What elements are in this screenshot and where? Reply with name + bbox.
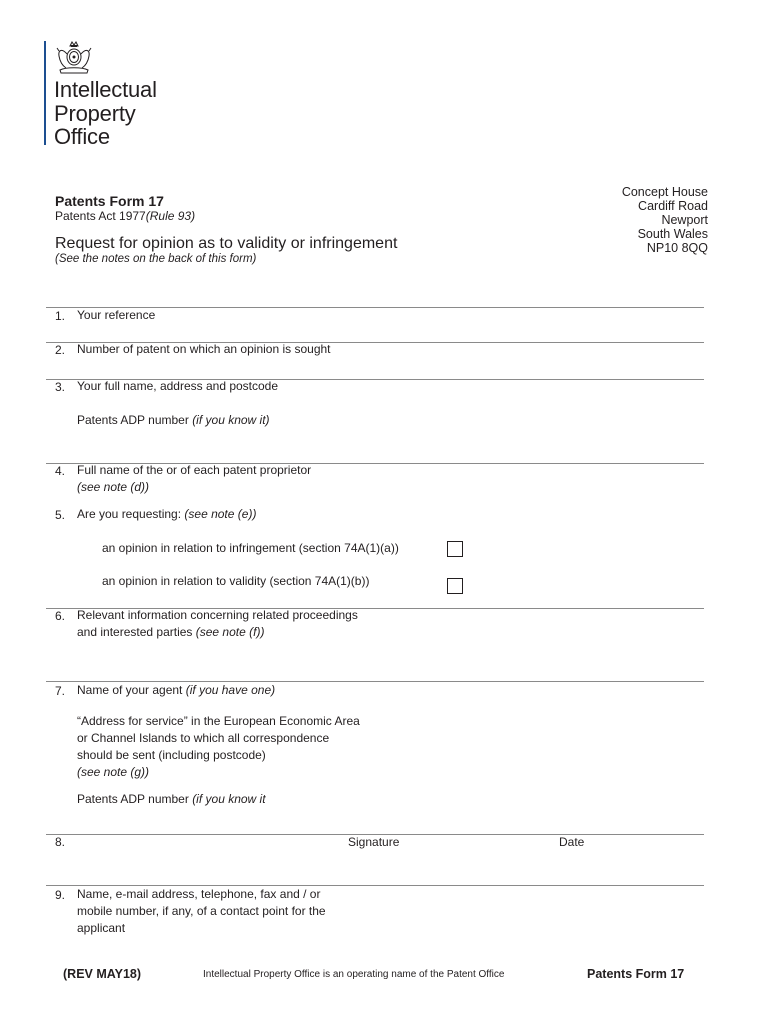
- address-for-service-line-2: or Channel Islands to which all correspondence: [77, 731, 330, 745]
- footer-form-name: Patents Form 17: [587, 967, 685, 981]
- organization-name: [54, 78, 157, 149]
- agent-adp-text: Patents ADP number: [77, 792, 193, 806]
- section-8-number: 8.: [55, 835, 66, 849]
- act-prefix: Patents Act 1977: [55, 209, 146, 223]
- contact-point-line-2: mobile number, if any, of a contact point for the: [77, 904, 326, 918]
- address-for-service-line-1: “Address for service” in the European Economic Area: [77, 714, 360, 728]
- infringement-checkbox[interactable]: [447, 541, 463, 557]
- proprietor-label: Full name of the or of each patent proprietor: [77, 463, 312, 477]
- proprietor-note: (see note (d)): [77, 480, 150, 494]
- royal-crest-icon: [54, 40, 94, 74]
- agent-name-label: [77, 682, 275, 699]
- section-6-number: 6.: [55, 609, 66, 623]
- address-for-service-note: (see note (g)): [77, 765, 150, 779]
- request-title: Request for opinion as to validity or infringement: [55, 235, 398, 252]
- section-9-number: 9.: [55, 888, 66, 902]
- logo-bar: [44, 41, 46, 145]
- requesting-note: (see note (e)): [184, 507, 257, 521]
- agent-name-text: Name of your agent: [77, 683, 186, 697]
- adp-text: Patents ADP number: [77, 413, 193, 427]
- contact-point-line-1: Name, e-mail address, telephone, fax and / or: [77, 887, 321, 901]
- agent-name-note: (if you have one): [185, 683, 276, 697]
- agent-adp-number-label: [77, 791, 266, 808]
- request-note: (See the notes on the back of this form): [55, 253, 257, 265]
- adp-number-label: [77, 412, 270, 429]
- interested-parties-label: [77, 624, 264, 641]
- signature-label: Signature: [348, 835, 400, 849]
- org-line-1: Intellectual: [54, 77, 157, 102]
- interested-parties-note: (see note (f)): [195, 625, 265, 639]
- validity-checkbox[interactable]: [447, 578, 463, 594]
- patent-number-label: Number of patent on which an opinion is sought: [77, 342, 331, 356]
- section-1-number: 1.: [55, 309, 66, 323]
- section-3-number: 3.: [55, 380, 66, 394]
- act-reference: [55, 209, 195, 223]
- address-line: Concept House: [621, 185, 708, 199]
- requesting-text: Are you requesting:: [77, 507, 185, 521]
- infringement-option-label: an opinion in relation to infringement (section 74A(1)(a)): [102, 541, 399, 555]
- section-4-number: 4.: [55, 464, 66, 478]
- related-proceedings-label: Relevant information concerning related proceedings: [77, 608, 358, 622]
- revision-label: (REV MAY18): [63, 967, 142, 981]
- section-7-number: 7.: [55, 684, 66, 698]
- office-address: [622, 185, 708, 255]
- adp-note: (if you know it): [192, 413, 270, 427]
- your-reference-label: Your reference: [77, 308, 156, 322]
- requesting-label: [77, 506, 256, 523]
- org-line-2: Property: [54, 100, 136, 126]
- org-line-3: Office: [54, 124, 110, 149]
- address-line: South Wales: [637, 227, 708, 241]
- section-5-number: 5.: [55, 508, 66, 522]
- interested-parties-text: and interested parties: [77, 625, 196, 639]
- act-rule: (Rule 93): [145, 209, 196, 223]
- full-name-address-label: Your full name, address and postcode: [77, 379, 279, 393]
- contact-point-line-3: applicant: [77, 921, 126, 935]
- address-line: NP10 8QQ: [646, 241, 708, 255]
- section-2-number: 2.: [55, 343, 66, 357]
- validity-option-label: an opinion in relation to validity (section 74A(1)(b)): [102, 574, 370, 588]
- address-line: Newport: [661, 213, 708, 227]
- address-for-service-line-3: should be sent (including postcode): [77, 748, 266, 762]
- agent-adp-note: (if you know it: [192, 792, 266, 806]
- form-title: Patents Form 17: [55, 193, 164, 209]
- address-line: Cardiff Road: [638, 199, 708, 213]
- footer-note: Intellectual Property Office is an operating name of the Patent Office: [203, 969, 505, 980]
- date-label: Date: [559, 835, 585, 849]
